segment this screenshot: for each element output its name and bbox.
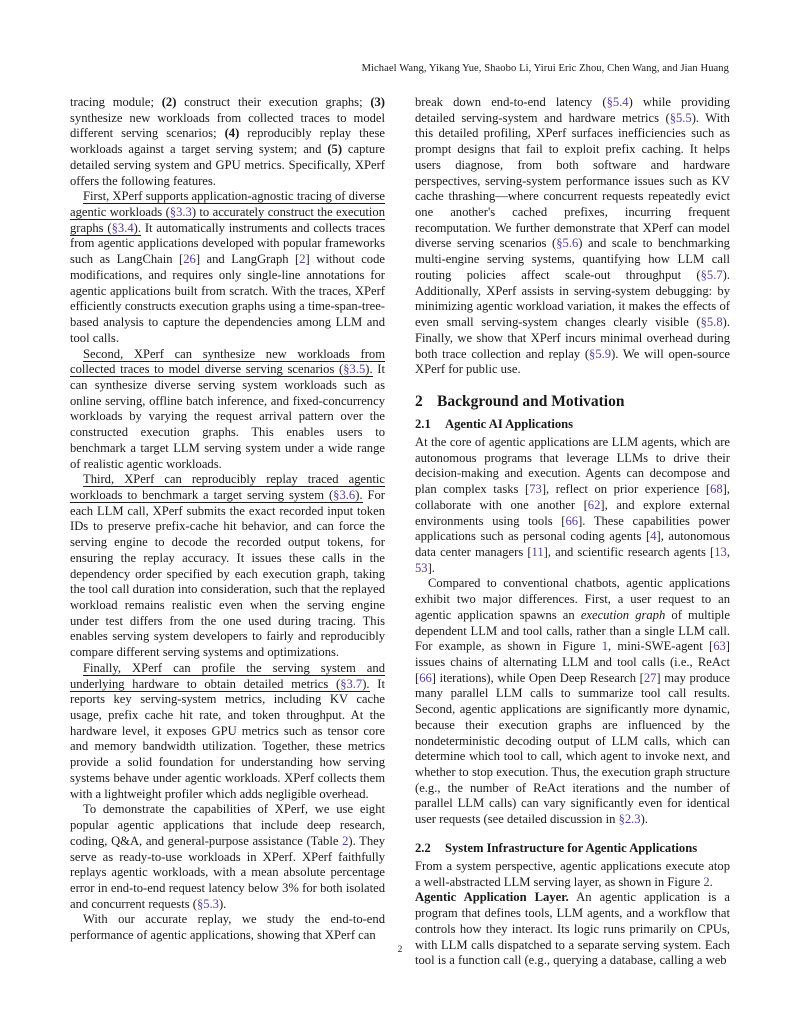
paragraph-feature-synthesis: Second, XPerf can synthesize new workloads from collected traces to model diverse serving scenarios (§3.5). It can synthesize diverse serving system workloads such as online serving, offline batch inference, and fixed-concurrency workloads by varying the request arrival pattern over the constructed execution graphs. This enables users to benchmark a target LLM serving system under a wide range of realistic agentic workloads.: [70, 346, 385, 471]
citation-link[interactable]: 13: [714, 544, 727, 559]
paragraph-replay-study: With our accurate replay, we study the end-to-end performance of agentic applications, showing that XPerf can: [70, 912, 385, 943]
citation-link[interactable]: 2: [299, 252, 306, 267]
section-link[interactable]: §5.9: [589, 346, 612, 361]
section-link[interactable]: §5.6: [556, 236, 579, 251]
citation-link[interactable]: 4: [650, 529, 657, 544]
paragraph-system-perspective: From a system perspective, agentic applications execute atop a well-abstracted LLM serving layer, as shown in Figure 2.: [415, 858, 730, 889]
subsection-heading-agentic-ai: 2.1 Agentic AI Applications: [415, 416, 574, 431]
citation-link[interactable]: 26: [183, 252, 196, 267]
citation-link[interactable]: 62: [587, 497, 601, 512]
citation-link[interactable]: 73: [529, 482, 542, 497]
right-column: [415, 95, 730, 969]
section-link[interactable]: §5.5: [669, 110, 692, 125]
section-link[interactable]: §3.7: [340, 676, 363, 691]
paragraph-demonstration: To demonstrate the capabilities of XPerf, we use eight popular agentic applications that include deep research, coding, Q&A, and general-purpose assistance (Table 2). They serve as ready-to-use workloads in XPerf. XPerf faithfully replays agentic workloads, with a mean absolute percentage error in end-to-end request latency below 3% for both isolated and concurrent requests (§5.3).: [70, 802, 386, 911]
section-link[interactable]: §5.8: [700, 315, 723, 330]
left-column: [70, 95, 385, 944]
paragraph-application-layer: Agentic Application Layer. An agentic application is a program that defines tools, LLM agents, and a workflow that controls how they interact. Its logic runs primarily on CPUs, with LLM calls dispatched to a separate serving system. Each tool is a function call (e.g., querying a database, calling a web: [415, 890, 730, 968]
section-link[interactable]: §5.7: [700, 267, 723, 282]
citation-link[interactable]: 11: [531, 544, 544, 559]
section-link[interactable]: §3.3: [169, 205, 192, 220]
section-link[interactable]: §5.4: [606, 95, 629, 109]
citation-link[interactable]: 27: [643, 670, 657, 685]
page-number: 2: [397, 945, 403, 955]
paragraph-feature-profiling: Finally, XPerf can profile the serving system and underlying hardware to obtain detailed metrics (§3.7). It reports key serving-system metrics, including KV cache usage, prefix cache hit rate, and token throughput. At the hardware level, it exposes GPU metrics such as tensor core and memory bandwidth utilization. Together, these metrics provide a solid foundation for understanding how serving systems behave under agentic workloads. XPerf collects them with a lightweight profiler which adds negligible overhead.: [70, 660, 385, 801]
citation-link[interactable]: 63: [713, 639, 726, 654]
section-link[interactable]: §5.3: [196, 896, 219, 911]
paragraph-llm-agents: At the core of agentic applications are LLM agents, which are autonomous programs that leverage LLMs to drive their decision-making and execution. Agents can decompose and plan complex tasks [73], reflect on prior experience [68], collaborate with one another [62], and explore external environments using tools [66]. These capabilities power applications such as personal coding agents [4], autonomous data center managers [11], and scientific research agents [13, 53].: [415, 434, 731, 575]
paragraph-steps: tracing module; (2) construct their execution graphs; (3) synthesize new workloads from collected traces to model different serving scenarios; (4) reproducibly replay these workloads against a target serving system; and (5) capture detailed serving system and GPU metrics. Specifically, XPerf offers the following features.: [70, 95, 385, 188]
paragraph-feature-replay: Third, XPerf can reproducibly replay traced agentic workloads to benchmark a target serving system (§3.6). For each LLM call, XPerf submits the exact recorded input token IDs to preserve prefix-cache hit behavior, and can force the serving engine to decode the recorded output tokens, for ensuring the replay accuracy. It issues these calls in the dependency order specified by each execution graph, taking the tool call duration into consideration, such that the replayed workload remains realistic even when the serving engine under test differs from the one used during tracing. This enables serving system developers to fairly and reproducibly compare different serving systems and optimizations.: [70, 472, 385, 660]
table-link[interactable]: 2: [342, 833, 349, 848]
citation-link[interactable]: 68: [710, 482, 723, 497]
figure-link[interactable]: 2: [703, 874, 710, 889]
section-link[interactable]: §2.3: [618, 812, 641, 827]
section-link[interactable]: §3.5: [343, 362, 366, 377]
citation-link[interactable]: 53: [415, 560, 428, 575]
paragraph-feature-tracing: First, XPerf supports application-agnostic tracing of diverse agentic workloads (§3.3) to accurately construct the execution graphs (§3.4). It automatically instruments and collects traces from agentic applications developed with popular frameworks such as LangChain [26] and LangGraph [2] without code modifications, and requires only single-line annotations for agentic applications built from scratch. With the traces, XPerf efficiently constructs execution graphs using a time-span-tree-based analysis to capture the dependencies among LLM and tool calls.: [70, 189, 386, 345]
running-header-authors: Michael Wang, Yikang Yue, Shaobo Li, Yirui Eric Zhou, Chen Wang, and Jian Huang: [361, 63, 729, 74]
paragraph-chatbot-comparison: Compared to conventional chatbots, agentic applications exhibit two major differences. First, a user request to an agentic application spawns an execution graph of multiple dependent LLM and tool calls, rather than a single LLM call. For example, as shown in Figure 1, mini-SWE-agent [63] issues chains of alternating LLM and tool calls (i.e., ReAct [66] iterations), while Open Deep Research [27] may produce many parallel LLM calls to summarize tool call results. Second, agentic applications are significantly more dynamic, because their execution graphs are influenced by the nondeterministic decoding output of LLM calls, which can determine which tool to call, which agent to invoke next, and whether to stop execution. Thus, the execution graph structure (e.g., the number of ReAct iterations and the number of parallel LLM calls) can vary significantly even for identical user requests (see detailed discussion in §2.3).: [415, 576, 731, 827]
citation-link[interactable]: 66: [419, 670, 432, 685]
paragraph-latency-breakdown: break down end-to-end latency (§5.4) while providing detailed serving-system and hardware metrics (§5.5). With this detailed profiling, XPerf surfaces inefficiencies such as prompt designs that fail to exploit prefix caching. It helps users diagnose, from both software and hardware perspectives, serving-system performance issues such as KV cache thrashing—where concurrent requests repeatedly evict one another's cached prefixes, incurring frequent recomputation. We further demonstrate that XPerf can model diverse serving scenarios (§5.6) and scale to benchmarking multi-engine serving systems, quantifying how LLM call routing policies affect scale-out throughput (§5.7). Additionally, XPerf assists in serving-system debugging: by minimizing agentic workload variation, it makes the effects of even small serving-system changes clearly visible (§5.8). Finally, we show that XPerf incurs minimal overhead during both trace collection and replay (§5.9). We will open-source XPerf for public use.: [415, 95, 731, 377]
subsection-heading-system-infrastructure: 2.2 System Infrastructure for Agentic Applications: [415, 840, 698, 855]
section-link[interactable]: §3.4: [111, 220, 134, 235]
section-link[interactable]: §3.6: [333, 487, 356, 502]
section-heading-background: 2 Background and Motivation: [415, 392, 625, 410]
citation-link[interactable]: 66: [565, 513, 579, 528]
figure-link[interactable]: 1: [601, 639, 609, 654]
